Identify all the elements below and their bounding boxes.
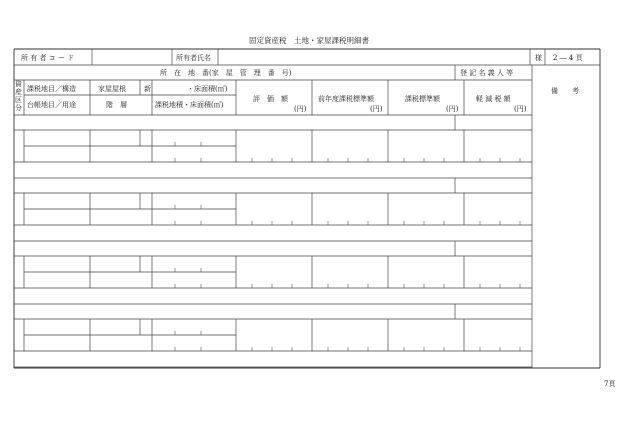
prev-tax-standard-unit: (円) xyxy=(370,105,383,113)
floor-area-header-top: ・床面積(㎡) xyxy=(187,85,228,93)
register-land-category-header: 台帳地目／用途 xyxy=(27,101,76,109)
remarks-header: 備 考 xyxy=(551,87,579,95)
asset-category-vertical: 資産区分 xyxy=(15,80,22,112)
page-range-label: 2 ― 4 頁 xyxy=(553,54,583,62)
tax-area-header: 課税地積・床面積(㎡) xyxy=(155,101,224,109)
tax-standard-unit: (円) xyxy=(446,105,459,113)
registered-holder-header: 登 記 名 義 人 等 xyxy=(460,69,514,77)
floors-header: 階 層 xyxy=(106,101,127,109)
tax-land-category-header: 課税地目／構造 xyxy=(27,85,76,93)
document-title: 固定資産税 土地・家屋課税明細書 xyxy=(249,36,369,45)
reduced-tax-unit: (円) xyxy=(514,105,527,113)
valuation-header: 評 価 額 xyxy=(253,95,288,103)
prev-tax-standard-header: 前年度課税標準額 xyxy=(318,95,374,103)
tax-standard-header: 課税標準額 xyxy=(405,95,440,103)
owner-name-label: 所有者氏名 xyxy=(176,54,211,62)
owner-code-label: 所 有 者 コ ー ド xyxy=(21,54,75,62)
house-type-header: 家屋屋根 xyxy=(98,85,126,93)
location-column-header: 所 在 地 番(家 屋 管 理 番 号) xyxy=(160,69,292,77)
valuation-unit: (円) xyxy=(294,105,307,113)
reduced-tax-header: 軽 減 税 額 xyxy=(476,95,511,103)
honorific-label: 様 xyxy=(535,54,542,62)
new-flag-header: 新 xyxy=(144,85,151,93)
page-footer: 7頁 xyxy=(604,380,616,388)
